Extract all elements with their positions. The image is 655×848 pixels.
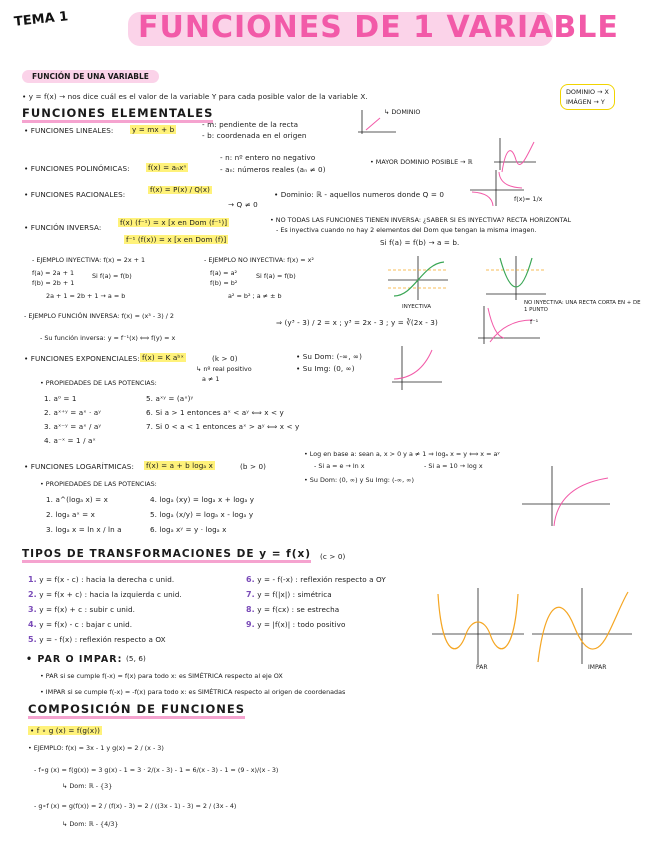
composicion-gof: - g∘f (x) = g(f(x)) = 2 / (f(x) - 3) = 2 / ((3x - 1) - 3) = 2 / (3x - 4)	[34, 802, 237, 810]
potencia-prop: 6. Si a > 1 entonces aˣ < aʸ ⟺ x < y	[146, 408, 284, 417]
exponencial-graph	[392, 346, 442, 392]
ex-iny-result: 2a + 1 = 2b + 1 → a = b	[46, 292, 126, 300]
polinomica-graph	[494, 138, 538, 174]
log-prop: 2. logₐ aˣ = x	[46, 510, 96, 519]
inversa-graph	[476, 306, 542, 346]
potencias-right	[146, 392, 299, 434]
log-prop: 5. logₐ (x/y) = logₐ x - logₐ y	[150, 510, 254, 519]
logaritmicas-label: • FUNCIONES LOGARÍTMICAS:	[24, 462, 134, 471]
ex-noiny-system	[210, 268, 237, 288]
racional-graph-label: f(x)= 1/x	[514, 195, 543, 203]
ex-iny-si: Si f(a) = f(b)	[92, 272, 132, 280]
exponenciales-sub1: ↳ nº real positivo	[196, 365, 252, 373]
domain-image-box	[560, 84, 615, 110]
polinomicas-note-a: - aₙ: números reales (aₙ ≠ 0)	[220, 165, 326, 174]
composicion-example: • EJEMPLO: f(x) = 3x - 1 y g(x) = 2 / (x - 3)	[28, 744, 164, 752]
ex-iny-line: f(a) = 2a + 1	[32, 269, 75, 277]
inversa-formula-2: f⁻¹ (f(x)) = x [x en Dom (f)]	[126, 235, 227, 244]
exponenciales-sub2: a ≠ 1	[202, 375, 220, 383]
impar-graph	[532, 588, 632, 668]
potencia-prop: 5. aˣʸ = (aˣ)ʸ	[146, 394, 194, 403]
curve	[394, 350, 432, 379]
tema-label: TEMA 1	[13, 9, 69, 30]
curve	[554, 478, 608, 526]
inversa-example-title: - EJEMPLO FUNCIÓN INVERSA: f(x) = (x³ - 3) / 2	[24, 312, 174, 320]
transform-item: 1. y = f(x - c) : hacia la derecha c unid.	[28, 575, 175, 584]
curve	[394, 262, 444, 296]
paridad-refs: (5, 6)	[126, 654, 146, 663]
exponenciales-dom: • Su Dom: (-∞, ∞)	[296, 352, 363, 361]
racionales-condition: → Q ≠ 0	[228, 200, 258, 209]
transform-item: 2. y = f(x + c) : hacia la izquierda c unid.	[28, 590, 182, 599]
ex-noiny-si: Si f(a) = f(b)	[256, 272, 296, 280]
curve	[502, 142, 534, 172]
curve-left	[472, 192, 493, 206]
page-title: FUNCIONES DE 1 VARIABLE	[138, 10, 619, 45]
heading-elementales: FUNCIONES ELEMENTALES	[22, 106, 213, 123]
racionales-label: • FUNCIONES RACIONALES:	[24, 190, 126, 199]
logaritmicas-condition: (b > 0)	[240, 462, 267, 471]
inversa-note-3: Si f(a) = f(b) → a = b.	[380, 238, 460, 247]
logaritmicas-formula: f(x) = a + b logₐ x	[146, 461, 214, 470]
potencias-left	[44, 392, 101, 448]
paridad-impar: • IMPAR si se cumple f(-x) = -f(x) para todo x: es SIMÉTRICA respecto al origen de coordenadas	[40, 688, 346, 696]
ex-iny-title: - EJEMPLO INYECTIVA: f(x) = 2x + 1	[32, 256, 146, 264]
inyectiva-label: INYECTIVA	[402, 304, 432, 310]
potencia-prop: 1. a⁰ = 1	[44, 394, 77, 403]
polinomicas-label: • FUNCIONES POLINÓMICAS:	[24, 164, 130, 173]
log-dom-img: • Su Dom: (0, ∞) y Su Img: (-∞, ∞)	[304, 476, 414, 484]
domain-box-line: IMÁGEN → Y	[566, 98, 605, 106]
log-prop: 1. a^(logₐ x) = x	[46, 495, 109, 504]
transformaciones-condition: (c > 0)	[320, 552, 346, 561]
inversa-example-result: - Su función inversa: y = f⁻¹(x) ⟺ f(y) = x	[40, 334, 176, 342]
log-base-note: • Log en base a: sean a, x > 0 y a ≠ 1 ⇒ logₐ x = y ⟺ x = aʸ	[304, 450, 500, 458]
log-base-e: - Si a = e → ln x	[314, 462, 365, 470]
log-base-10: - Si a = 10 → log x	[424, 462, 483, 470]
polinomicas-formula: f(x) = aₙxⁿ	[148, 163, 187, 172]
paridad-par: • PAR si se cumple f(-x) = f(x) para todo x: es SIMÉTRICA respecto al eje OX	[40, 672, 283, 680]
racional-graph	[468, 170, 526, 210]
racionales-formula: f(x) = P(x) / Q(x)	[150, 186, 210, 194]
transform-item: 6. y = - f(-x) : reflexión respecto a OY	[246, 575, 386, 584]
log-prop: 4. logₐ (xy) = logₐ x + logₐ y	[150, 495, 255, 504]
log-props-right	[150, 492, 254, 537]
inversa-graph-label: f⁻¹	[530, 318, 539, 326]
domain-arrow-label: ↳ DOMINIO	[384, 108, 421, 116]
transform-item: 4. y = f(x) - c : bajar c unid.	[28, 620, 133, 629]
ex-iny-system	[32, 268, 74, 288]
inversa-formula-1: f(x) (f⁻¹) = x [x en Dom (f⁻¹)]	[120, 218, 228, 227]
lineales-note-b: - b: coordenada en el origen	[202, 131, 307, 140]
exponenciales-condition: (k > 0)	[212, 354, 238, 363]
potencia-prop: 2. aˣ⁺ʸ = aˣ · aʸ	[44, 408, 102, 417]
ex-noiny-title: - EJEMPLO NO INYECTIVA: f(x) = x²	[204, 256, 314, 264]
ex-noiny-result: a² = b² ; a ≠ ± b	[228, 292, 282, 300]
log-prop: 3. logₐ x = ln x / ln a	[46, 525, 122, 534]
no-inyectiva-graph	[486, 256, 546, 302]
par-label: PAR	[476, 664, 488, 671]
potencia-prop: 3. aˣ⁻ʸ = aˣ / aʸ	[44, 422, 102, 431]
log-props-title: • PROPIEDADES DE LAS POTENCIAS:	[40, 480, 157, 488]
potencia-prop: 4. a⁻ˣ = 1 / aˣ	[44, 436, 96, 445]
transform-item: 3. y = f(x) + c : subir c unid.	[28, 605, 136, 614]
composicion-fog-dom: ↳ Dom: ℝ - {3}	[62, 782, 113, 790]
potencias-title: • PROPIEDADES DE LAS POTENCIAS:	[40, 379, 157, 387]
racionales-note: • Dominio: ℝ - aquellos numeros donde Q = 0	[274, 190, 444, 199]
exponenciales-img: • Su Img: (0, ∞)	[296, 364, 355, 373]
polinomicas-note-n: - n: nº entero no negativo	[220, 153, 316, 162]
inversa-example-step: ⇒ (y³ - 3) / 2 = x ; y³ = 2x - 3 ; y = ∛(2x - 3)	[276, 318, 438, 327]
line-curve	[366, 118, 380, 130]
transformaciones-right	[246, 572, 386, 632]
transform-item: 7. y = f(|x|) : simétrica	[246, 590, 332, 599]
potencia-prop: 7. Si 0 < a < 1 entonces aˣ > aʸ ⟺ x < y	[146, 422, 300, 431]
transform-item: 5. y = - f(x) : reflexión respecto a OX	[28, 635, 166, 644]
inversa-note-2: - Es inyectiva cuando no hay 2 elementos del Dom que tengan la misma imagen.	[276, 226, 537, 234]
section-pill-funcion: FUNCIÓN DE UNA VARIABLE	[22, 70, 159, 83]
heading-composicion: COMPOSICIÓN DE FUNCIONES	[28, 702, 245, 719]
composicion-fog: - f∘g (x) = f(g(x)) = 3 g(x) - 1 = 3 · 2/(x - 3) - 1 = 6/(x - 3) - 1 = (9 - x)/(x - 3)	[34, 766, 279, 774]
composicion-gof-dom: ↳ Dom: ℝ - {4/3}	[62, 820, 119, 828]
transform-item: 9. y = |f(x)| : todo positivo	[246, 620, 346, 629]
composicion-def	[28, 726, 102, 735]
ex-noiny-line: f(a) = a²	[210, 269, 238, 277]
no-inyectiva-label: NO INYECTIVA: UNA RECTA CORTA EN + DE 1 PUNTO	[524, 300, 641, 313]
domain-box-line: DOMINIO → X	[566, 88, 609, 96]
logaritmica-graph	[522, 466, 612, 528]
lineales-label: • FUNCIONES LINEALES:	[24, 126, 114, 135]
inyectiva-graph	[388, 256, 448, 302]
log-prop: 6. logₐ xʸ = y · logₐ x	[150, 525, 227, 534]
heading-transformaciones: TIPOS DE TRANSFORMACIONES DE y = f(x)	[22, 548, 311, 563]
ex-iny-line: f(b) = 2b + 1	[32, 279, 75, 287]
exponenciales-formula: f(x) = K aᵇˣ	[142, 353, 184, 362]
inversa-label: • FUNCIÓN INVERSA:	[24, 223, 102, 232]
exponenciales-label: • FUNCIONES EXPONENCIALES:	[24, 354, 140, 363]
ex-noiny-line: f(b) = b²	[210, 279, 238, 287]
composicion-def-text: • f ∘ g (x) = f(g(x))	[30, 726, 101, 735]
inversa-note-1: • NO TODAS LAS FUNCIONES TIENEN INVERSA: ¿SABER SI ES INYECTIVA? RECTA HORIZONTAL	[270, 216, 572, 224]
transformaciones-left	[28, 572, 182, 647]
log-props-left	[46, 492, 122, 537]
impar-label: IMPAR	[588, 664, 607, 671]
polinomicas-aside: • MAYOR DOMINIO POSIBLE → ℝ	[370, 158, 473, 166]
lineales-formula: y = mx + b	[132, 125, 175, 134]
lineales-note-m: - m: pendiente de la recta	[202, 120, 299, 129]
transform-item: 8. y = f(cx) : se estrecha	[246, 605, 340, 614]
definition-text: • y = f(x) → nos dice cuál es el valor de la variable Y para cada posible valor de la variable X.	[22, 92, 368, 101]
heading-paridad: • PAR O IMPAR:	[26, 654, 123, 665]
curve-right	[499, 172, 522, 188]
odd-curve	[538, 592, 628, 662]
f-curve	[488, 308, 504, 338]
par-graph	[432, 588, 524, 668]
